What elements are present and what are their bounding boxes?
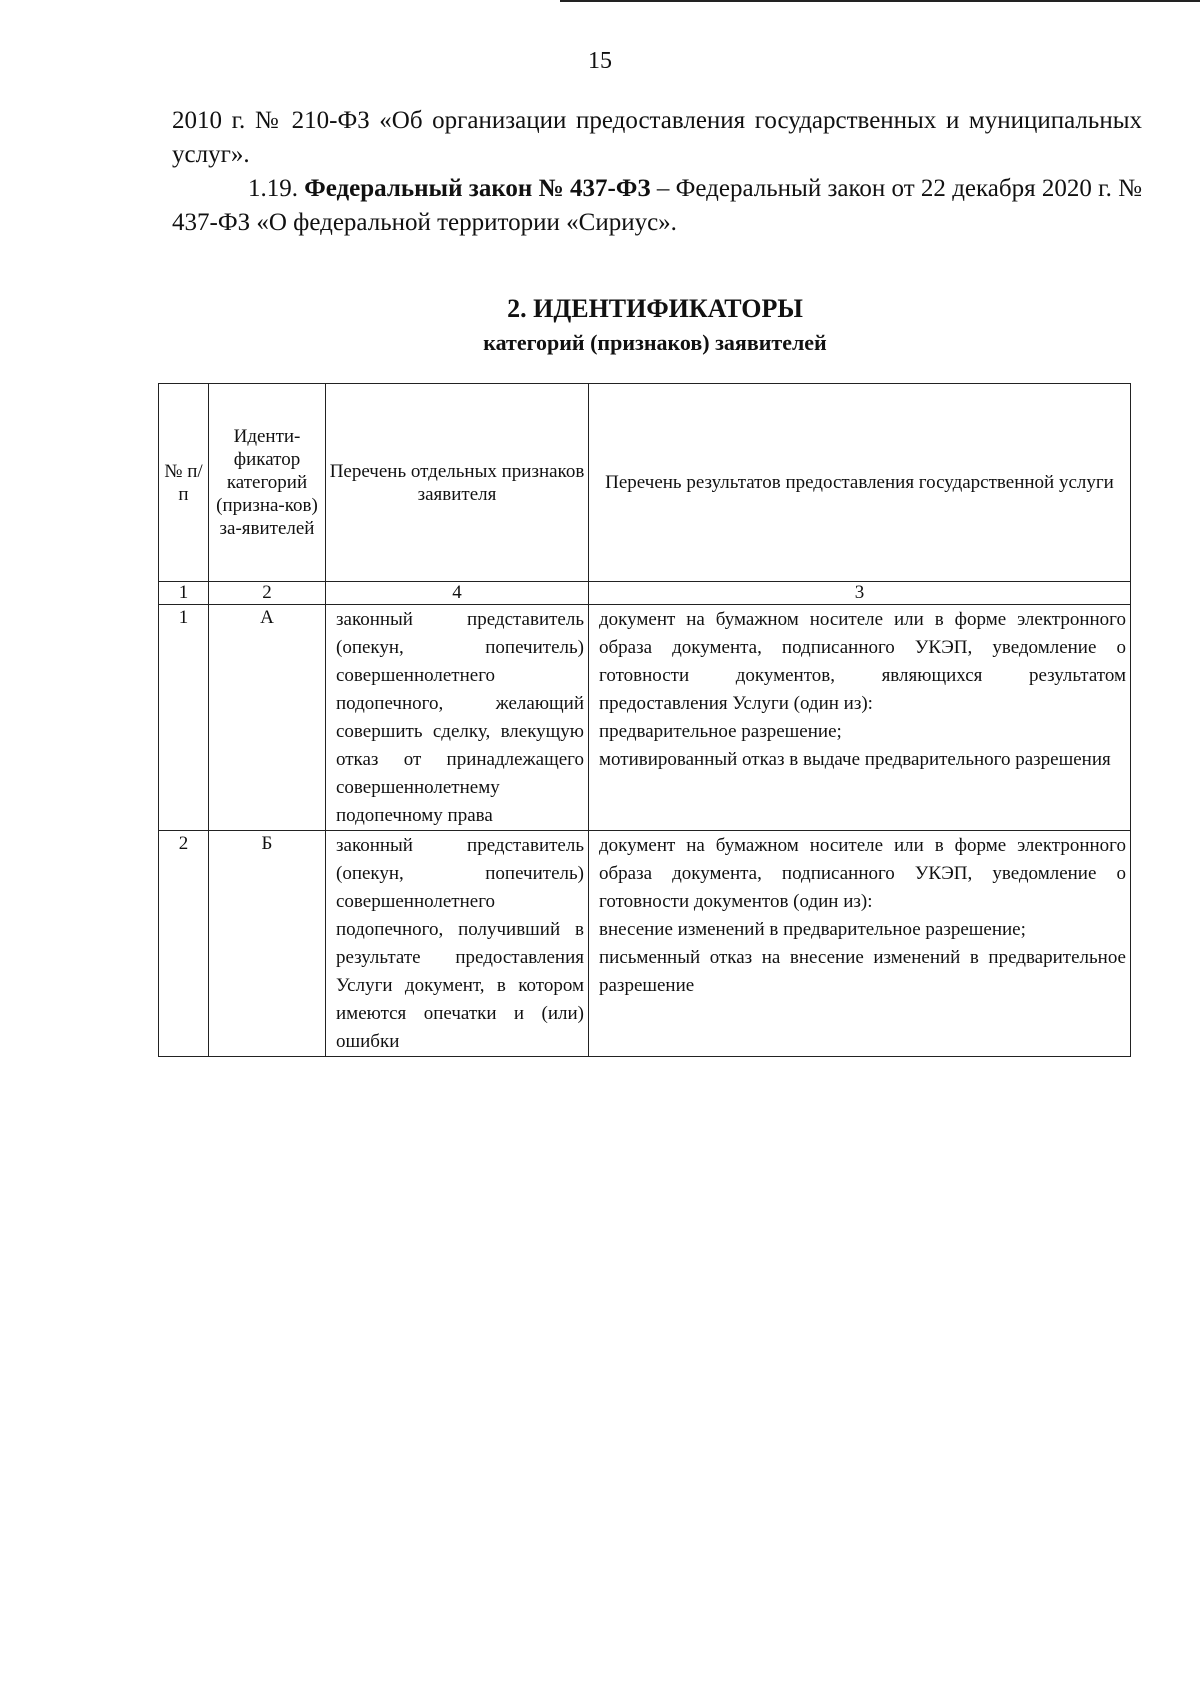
result-item: мотивированный отказ в выдаче предварительного разрешения — [599, 749, 1111, 770]
row-identifier: А — [209, 605, 326, 831]
identifiers-table — [158, 383, 1131, 1057]
table-row — [159, 831, 1131, 1057]
col-number: 2 — [209, 582, 326, 605]
paragraph-1-19 — [172, 172, 1142, 240]
result-item: документ на бумажном носителе или в форме электронного образа документа, подписанного УКЭП, уведомление о готовности документов (один из): — [599, 835, 1126, 912]
result-item: документ на бумажном носителе или в форме электронного образа документа, подписанного УКЭП, уведомление о готовности документов, являющихся результатом предоставления Услуги (один из): — [599, 609, 1126, 714]
row-signs: законный представитель (опекун, попечитель) совершеннолетнего подопечного, желающий совершить сделку, влекущую отказ от принадлежащего совершеннолетнему подопечному права — [326, 605, 589, 831]
header-num: № п/п — [159, 384, 209, 582]
row-num: 1 — [159, 605, 209, 831]
col-number: 1 — [159, 582, 209, 605]
paragraph-law-210: 2010 г. № 210-ФЗ «Об организации предоставления государственных и муниципальных услуг». — [172, 107, 1142, 168]
row-results — [589, 831, 1131, 1057]
row-signs: законный представитель (опекун, попечитель) совершеннолетнего подопечного, получивший в результате предоставления Услуги документ, в котором имеются опечатки и (или) ошибки — [326, 831, 589, 1057]
law-definition: – Федеральный закон от 22 декабря 2020 г. № 437-ФЗ «О федеральной территории «Сириус». — [172, 175, 1143, 236]
col-number: 3 — [589, 582, 1131, 605]
col-number: 4 — [326, 582, 589, 605]
top-edge-rule — [560, 0, 1200, 2]
paragraph-number: 1.19. — [248, 175, 305, 202]
result-item: предварительное разрешение; — [599, 721, 842, 742]
table-row — [159, 605, 1131, 831]
page-number: 15 — [588, 48, 612, 74]
column-number-row — [159, 582, 1131, 605]
result-item: внесение изменений в предварительное разрешение; — [599, 919, 1026, 940]
header-results: Перечень результатов предоставления государственной услуги — [589, 384, 1131, 582]
header-signs: Перечень отдельных признаков заявителя — [326, 384, 589, 582]
row-results — [589, 605, 1131, 831]
row-num: 2 — [159, 831, 209, 1057]
result-item: письменный отказ на внесение изменений в предварительное разрешение — [599, 947, 1126, 996]
section-title: 2. ИДЕНТИФИКАТОРЫ — [507, 294, 803, 323]
section-subtitle: категорий (признаков) заявителей — [483, 330, 827, 355]
law-term-bold: Федеральный закон № 437-ФЗ — [304, 175, 651, 202]
header-identifier: Иденти-фикатор категорий (призна-ков) за-явителей — [209, 384, 326, 582]
row-identifier: Б — [209, 831, 326, 1057]
table-header-row — [159, 384, 1131, 582]
